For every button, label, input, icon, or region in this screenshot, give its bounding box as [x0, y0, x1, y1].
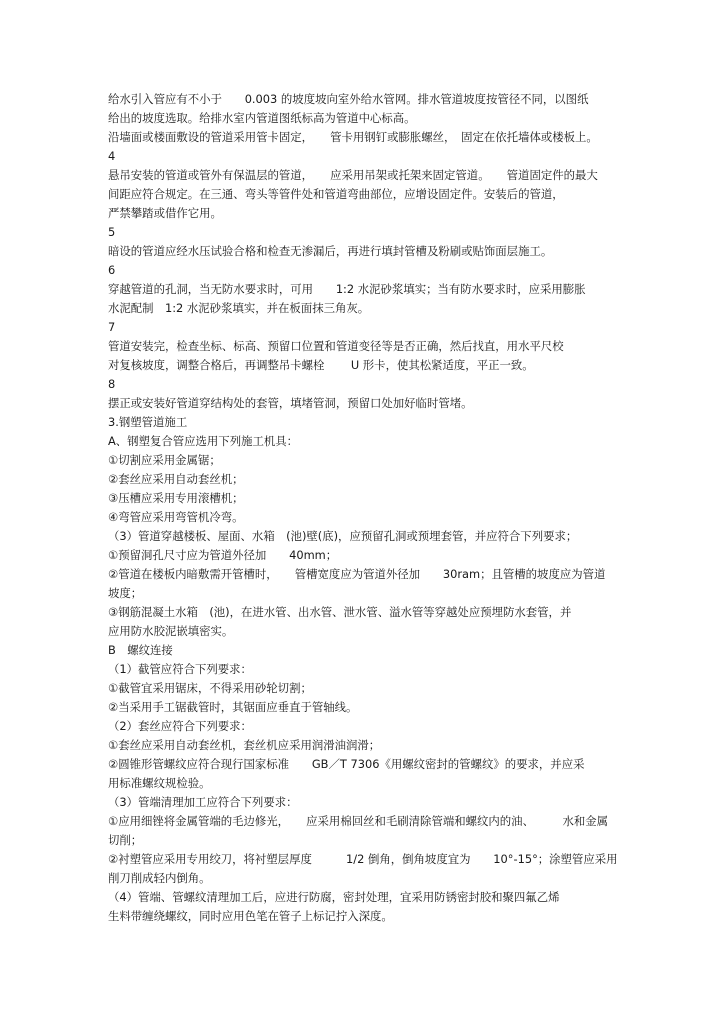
list-item: ④弯管应采用弯管机冷弯。	[108, 510, 244, 524]
text-line: 削刀削成轻内倒角。	[108, 871, 211, 885]
text-line: 摆正或安装好管道穿结构处的套管，填堵管洞，预留口处加好临时管堵。	[108, 396, 473, 410]
list-item: ①应用细锉将金属管端的毛边修光， 应采用棉回丝和毛刷清除管端和螺纹内的油、 水和金属	[108, 814, 609, 828]
section-number: 7	[108, 320, 116, 334]
list-item: ②管道在楼板内暗敷需开管槽时， 管槽宽度应为管道外径加 30ram；且管槽的坡度应为管道	[108, 567, 606, 581]
section-heading: 3.钢塑管道施工	[108, 415, 188, 429]
text-line: 用标准螺纹规检验。	[108, 776, 211, 790]
text-line: 悬吊安装的管道或管外有保温层的管道， 应采用吊架或托架来固定管道。 管道固定件的最大	[108, 168, 598, 182]
subsection-heading: A、钢塑复合管应选用下列施工机具：	[108, 434, 299, 448]
text-line: （3）管端清理加工应符合下列要求：	[108, 795, 298, 809]
text-line: 生料带缠绕螺纹，同时应用色笔在管子上标记拧入深度。	[108, 909, 393, 923]
list-item: ②套丝应采用自动套丝机；	[108, 472, 244, 486]
list-item: ③钢筋混凝土水箱 (池)，在进水管、出水管、泄水管、溢水管等穿越处应预埋防水套管，并	[108, 605, 572, 619]
text-line: （4）管端、管螺纹清理加工后，应进行防腐，密封处理，宜采用防锈密封胶和聚四氟乙烯	[108, 890, 560, 904]
text-line: 给水引入管应有不小于 0.003 的坡度坡向室外给水管网。排水管道坡度按管径不同，以图纸	[108, 92, 589, 106]
text-line: 切削；	[108, 833, 143, 847]
text-line: 水泥配制 1:2 水泥砂浆填实，并在板面抹三角灰。	[108, 301, 370, 315]
text-line: 给出的坡度选取。给排水室内管道图纸标高为管道中心标高。	[108, 111, 416, 125]
text-line: 严禁攀踏或借作它用。	[108, 206, 222, 220]
text-line: 穿越管道的孔洞，当无防水要求时，可用 1:2 水泥砂浆填实；当有防水要求时，应采用膨胀	[108, 282, 586, 296]
list-item: ①套丝应采用自动套丝机，套丝机应采用润滑油润滑；	[108, 738, 381, 752]
section-number: 5	[108, 225, 116, 239]
section-number: 8	[108, 377, 116, 391]
text-line: 对复核坡度，调整合格后，再调整吊卡螺栓 U 形卡，使其松紧适度，平正一致。	[108, 358, 534, 372]
subsection-heading: B 螺纹连接	[108, 643, 173, 657]
text-line: （3）管道穿越楼板、屋面、水箱 (池)壁(底)，应预留孔洞或预埋套管，并应符合下列要求；	[108, 529, 578, 543]
list-item: ②当采用手工锯截管时，其锯面应垂直于管轴线。	[108, 700, 358, 714]
text-line: 沿墙面或楼面敷设的管道采用管卡固定， 管卡用钢钉或膨胀螺丝， 固定在依托墙体或楼板上。	[108, 130, 598, 144]
list-item: ①切割应采用金属锯；	[108, 453, 221, 467]
text-line: 坡度；	[108, 586, 143, 600]
list-item: ②衬塑管应采用专用绞刀，将衬塑层厚度 1/2 倒角，倒角坡度宜为 10°-15°；涂塑管应采用	[108, 852, 618, 866]
list-item: ①截管宜采用锯床，不得采用砂轮切割；	[108, 681, 312, 695]
list-item: ③压槽应采用专用滚槽机；	[108, 491, 244, 505]
section-number: 4	[108, 149, 116, 163]
text-line: （2）套丝应符合下列要求：	[108, 719, 252, 733]
text-line: （1）截管应符合下列要求：	[108, 662, 252, 676]
text-line: 暗设的管道应经水压试验合格和检查无渗漏后，再进行填封管槽及粉刷或贴饰面层施工。	[108, 244, 553, 258]
list-item: ①预留洞孔尺寸应为管道外径加 40mm；	[108, 548, 338, 562]
text-line: 管道安装完，检查坐标、标高、预留口位置和管道变径等是否正确，然后找直，用水平尺校	[108, 339, 564, 353]
list-item: ②圆锥形管螺纹应符合现行国家标准 GB／T 7306《用螺纹密封的管螺纹》的要求，并应采	[108, 757, 585, 771]
text-line: 间距应符合规定。在三通、弯头等管件处和管道弯曲部位，应增设固定件。安装后的管道，	[108, 187, 564, 201]
text-line: 应用防水胶泥嵌填密实。	[108, 624, 234, 638]
section-number: 6	[108, 263, 116, 277]
